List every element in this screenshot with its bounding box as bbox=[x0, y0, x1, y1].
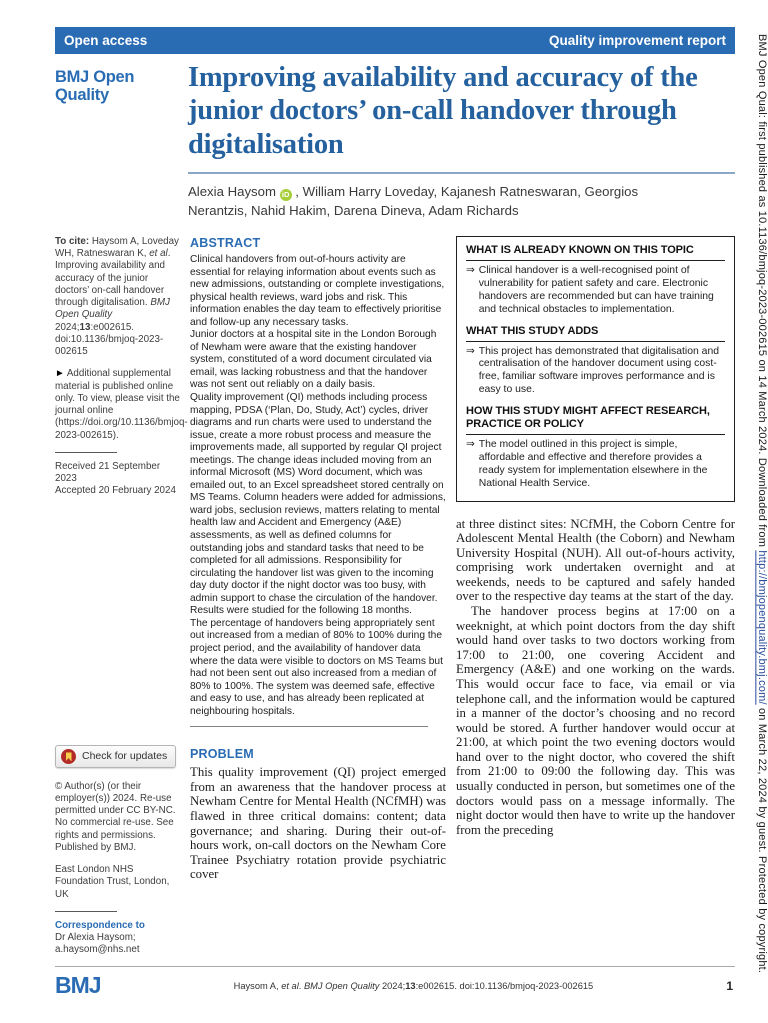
to-cite-journal: BMJ Open Quality bbox=[55, 297, 170, 321]
footer-cite-doi: :e002615. doi:10.1136/bmjoq-2023-002615 bbox=[415, 980, 594, 991]
key-box-heading-1: WHAT IS ALREADY KNOWN ON THIS TOPIC bbox=[466, 244, 694, 256]
problem-heading: PROBLEM bbox=[190, 747, 254, 762]
footer-cite-sep: . bbox=[298, 980, 304, 991]
vstrip-text-post: on March 22, 2024 by guest. Protected by copyright. bbox=[756, 704, 768, 974]
author-first: Alexia Haysom bbox=[188, 184, 276, 200]
key-messages-box bbox=[456, 236, 735, 502]
body-columns bbox=[55, 236, 735, 956]
correspondence-block bbox=[55, 920, 180, 957]
double-arrow-icon: ⇒ bbox=[466, 439, 475, 450]
footer-cite-authors: Haysom A, bbox=[233, 980, 282, 991]
abstract-paragraph: The percentage of handovers being appropriately sent out increased from a median of 80% to 100% during the project period, and the availability of handover data where the data were visible to doctors on MS Teams but had not been sent out also increased from a median of 80% to 100%. The system was deemed safe, effective and easy to use, and has already been replicated at neighbouring hospitals. bbox=[190, 617, 443, 717]
sidebar-divider-1 bbox=[55, 452, 117, 453]
abstract-paragraph: Junior doctors at a hospital site in the London Borough of Newham were aware that the existing handover system, constituted of a word document circulated via email, was lacking robustness and that the handover was not sent out reliably on a daily basis. bbox=[190, 329, 437, 391]
abstract-paragraph: Clinical handovers from out-of-hours activity are essential for relaying information about events such as new admissions, outstanding or complete investigations, physical health reviews, ward jobs and risk. This information enables the day team to effectively prioritise and follow-up any necessary tasks. bbox=[190, 254, 445, 328]
article-title: Improving availability and accuracy of the junior doctors’ on-call handover through digitalisation bbox=[188, 62, 698, 160]
correspondence-label: Correspondence to bbox=[55, 919, 145, 931]
article-type-bar bbox=[55, 27, 735, 54]
footer-cite-etal: et al bbox=[281, 980, 299, 991]
copyright-notice: © Author(s) (or their employer(s)) 2024. Re-use permitted under CC BY-NC. No commercial re-use. See rights and permissions. Published by BMJ. bbox=[55, 780, 176, 853]
double-arrow-icon: ⇒ bbox=[466, 345, 475, 357]
abstract-paragraph: Quality improvement (QI) methods including process mapping, PDSA (‘Plan, Do, Study, Act’) cycles, driver diagrams and run charts were used to understand the issue, create a more robust process and measure the improvements made, all supported by regular QI project meetings. The change ideas included moving from an informal Microsoft (MS) Word document, which was emailed out, to an Excel spreadsheet stored centrally on MS Teams. Column headers were added for admissions, ward jobs, seclusion reviews, matters relating to mental health law and Accident and Emergency (A&E) assessments, as well as defined columns for outstanding jobs and standard tasks that need to be completed for all admissions. Responsibility for circulating the handover list was given to the incoming day duty doctor if the night doctor was too busy, with admin support to chase the circulation of the handover. Results were studied for the following 18 months. bbox=[190, 392, 446, 617]
sidebar-divider-2 bbox=[55, 911, 117, 912]
masthead bbox=[55, 61, 735, 220]
footer-cite-volume: 13 bbox=[405, 980, 416, 991]
accepted-date: Accepted 20 February 2024 bbox=[55, 485, 176, 497]
key-box-text-1: Clinical handover is a well-recognised point of vulnerability for patient safety and care. Electronic handovers are recommended but can have training and technical obstacles to implementation. bbox=[478, 264, 714, 315]
title-block bbox=[188, 61, 735, 220]
key-box-rule-1 bbox=[466, 260, 725, 261]
body-text-continuation bbox=[456, 517, 735, 838]
abstract-heading: ABSTRACT bbox=[190, 236, 261, 250]
to-cite-part3: 2024; bbox=[55, 321, 80, 333]
authors-rest: , William Harry Loveday, Kajanesh Ratneswaran, Georgios Nerantzis, Nahid Hakim, Darena Dineva, Adam Richards bbox=[188, 184, 639, 218]
to-cite-doi: :e002615. doi:10.1136/bmjoq-2023-002615 bbox=[55, 321, 164, 358]
footer-cite-journal: BMJ Open Quality bbox=[303, 980, 380, 991]
authors-line bbox=[188, 183, 658, 220]
to-cite-etal: et al bbox=[149, 248, 168, 260]
middle-column bbox=[190, 236, 446, 967]
key-box-item-3 bbox=[466, 439, 725, 491]
to-cite-part1: Haysom A, Loveday WH, Ratneswaran K, bbox=[55, 236, 179, 260]
left-sidebar bbox=[55, 236, 188, 967]
key-box-rule-3 bbox=[466, 434, 725, 435]
page-content bbox=[55, 27, 735, 956]
to-cite-block bbox=[55, 236, 180, 358]
to-cite-volume: 13 bbox=[79, 321, 91, 333]
footer-cite-year: 2024; bbox=[379, 980, 406, 991]
body-paragraph: at three distinct sites: NCfMH, the Coborn Centre for Adolescent Mental Health (the Coborn) and Newham University Hospital (NUH). All out-of-hours activity, comprising work undertaken overnight and at weekends, needs to be captured and safely handed over to the respective day teams at the start of the day. bbox=[456, 516, 735, 604]
vstrip-journal-link[interactable]: http://bmjopenquality.bmj.com/ bbox=[756, 550, 768, 705]
article-type-label: Quality improvement report bbox=[548, 33, 726, 48]
footer-row bbox=[55, 972, 735, 999]
key-box-text-2: This project has demonstrated that digitalisation and centralisation of the handover document using cost-free, familiar software improves performance and is easy to use. bbox=[478, 345, 719, 396]
supplemental-text: Additional supplemental material is published online only. To view, please visit the journal online (https://doi.org/10.1136/bmjoq-2023-002615). bbox=[55, 368, 188, 441]
vertical-copyright-strip bbox=[737, 0, 767, 1023]
journal-logo: BMJ Open Quality bbox=[55, 68, 135, 105]
key-box-text-3: The model outlined in this project is simple, affordable and effective and therefore provides a ready system for implementation elsewhere in the National Health Service. bbox=[478, 439, 708, 489]
check-for-updates-button[interactable] bbox=[55, 745, 176, 768]
triangle-bullet-icon: ► bbox=[55, 368, 65, 380]
correspondence-name: Dr Alexia Haysom; bbox=[55, 932, 136, 944]
key-box-item-1 bbox=[466, 265, 725, 317]
key-box-rule-2 bbox=[466, 341, 725, 342]
to-cite-label: To cite: bbox=[55, 236, 90, 247]
footer-citation bbox=[101, 981, 727, 991]
affiliation: East London NHS Foundation Trust, London, UK bbox=[55, 864, 170, 900]
key-box-heading-3: HOW THIS STUDY MIGHT AFFECT RESEARCH, PRACTICE OR POLICY bbox=[466, 405, 710, 431]
crossmark-icon bbox=[61, 749, 76, 764]
page-footer bbox=[55, 966, 735, 999]
abstract-body bbox=[190, 254, 446, 718]
bmj-logo: BMJ bbox=[55, 972, 101, 998]
dates-block bbox=[55, 461, 180, 498]
footer-rule bbox=[55, 966, 735, 967]
abstract-divider bbox=[190, 726, 428, 727]
orcid-icon[interactable]: iD bbox=[280, 189, 292, 201]
open-access-label: Open access bbox=[64, 33, 148, 48]
body-paragraph: The handover process begins at 17:00 on a weeknight, at which point doctors from the day shift would hand over tasks to two doctors working from 17:00 to 21:00, one covering Accident and Emergency (A&E) and one working on the wards. This would occur face to face, via email or via telephone call, and the information would be captured in a manner of the doctor’s choosing and no record would be stored. A further handover would occur at 21:00, at which point the two evening doctors would hand over to the night doctor, who covered the shift from 21:00 to 09:00 the following day. This was usually conducted in person, but sometimes one of the doctors would pass on a message informally. The night doctor would then have to write up the handover from the preceding bbox=[456, 604, 735, 837]
right-column bbox=[456, 236, 735, 967]
key-box-item-2 bbox=[466, 346, 725, 398]
double-arrow-icon: ⇒ bbox=[466, 264, 475, 276]
key-box-heading-2: WHAT THIS STUDY ADDS bbox=[466, 324, 599, 337]
supplemental-note bbox=[55, 368, 188, 441]
problem-text: This quality improvement (QI) project emerged from an awareness that the handover process at Newham Centre for Mental Health (NCfMH) was flawed in three critical domains: content; data governance; and sharing. During their out-of-hours work, on-call doctors on the Newham Core Trainee Psychiatry rotation provide psychiatric cover bbox=[190, 765, 446, 882]
vstrip-text-pre: BMJ Open Qual: first published as 10.1136/bmjoq-2023-002615 on 14 March 2024. Downloaded from bbox=[756, 34, 768, 551]
check-updates-label: Check for updates bbox=[82, 750, 168, 763]
received-date: Received 21 September 2023 bbox=[55, 460, 161, 484]
title-divider bbox=[188, 172, 735, 174]
to-cite-part2: . Improving availability and accuracy of the junior doctors’ on-call handover through digitalisation. bbox=[55, 248, 171, 309]
page-number: 1 bbox=[726, 978, 733, 993]
correspondence-email-link[interactable]: a.haysom@nhs.net bbox=[55, 944, 140, 956]
